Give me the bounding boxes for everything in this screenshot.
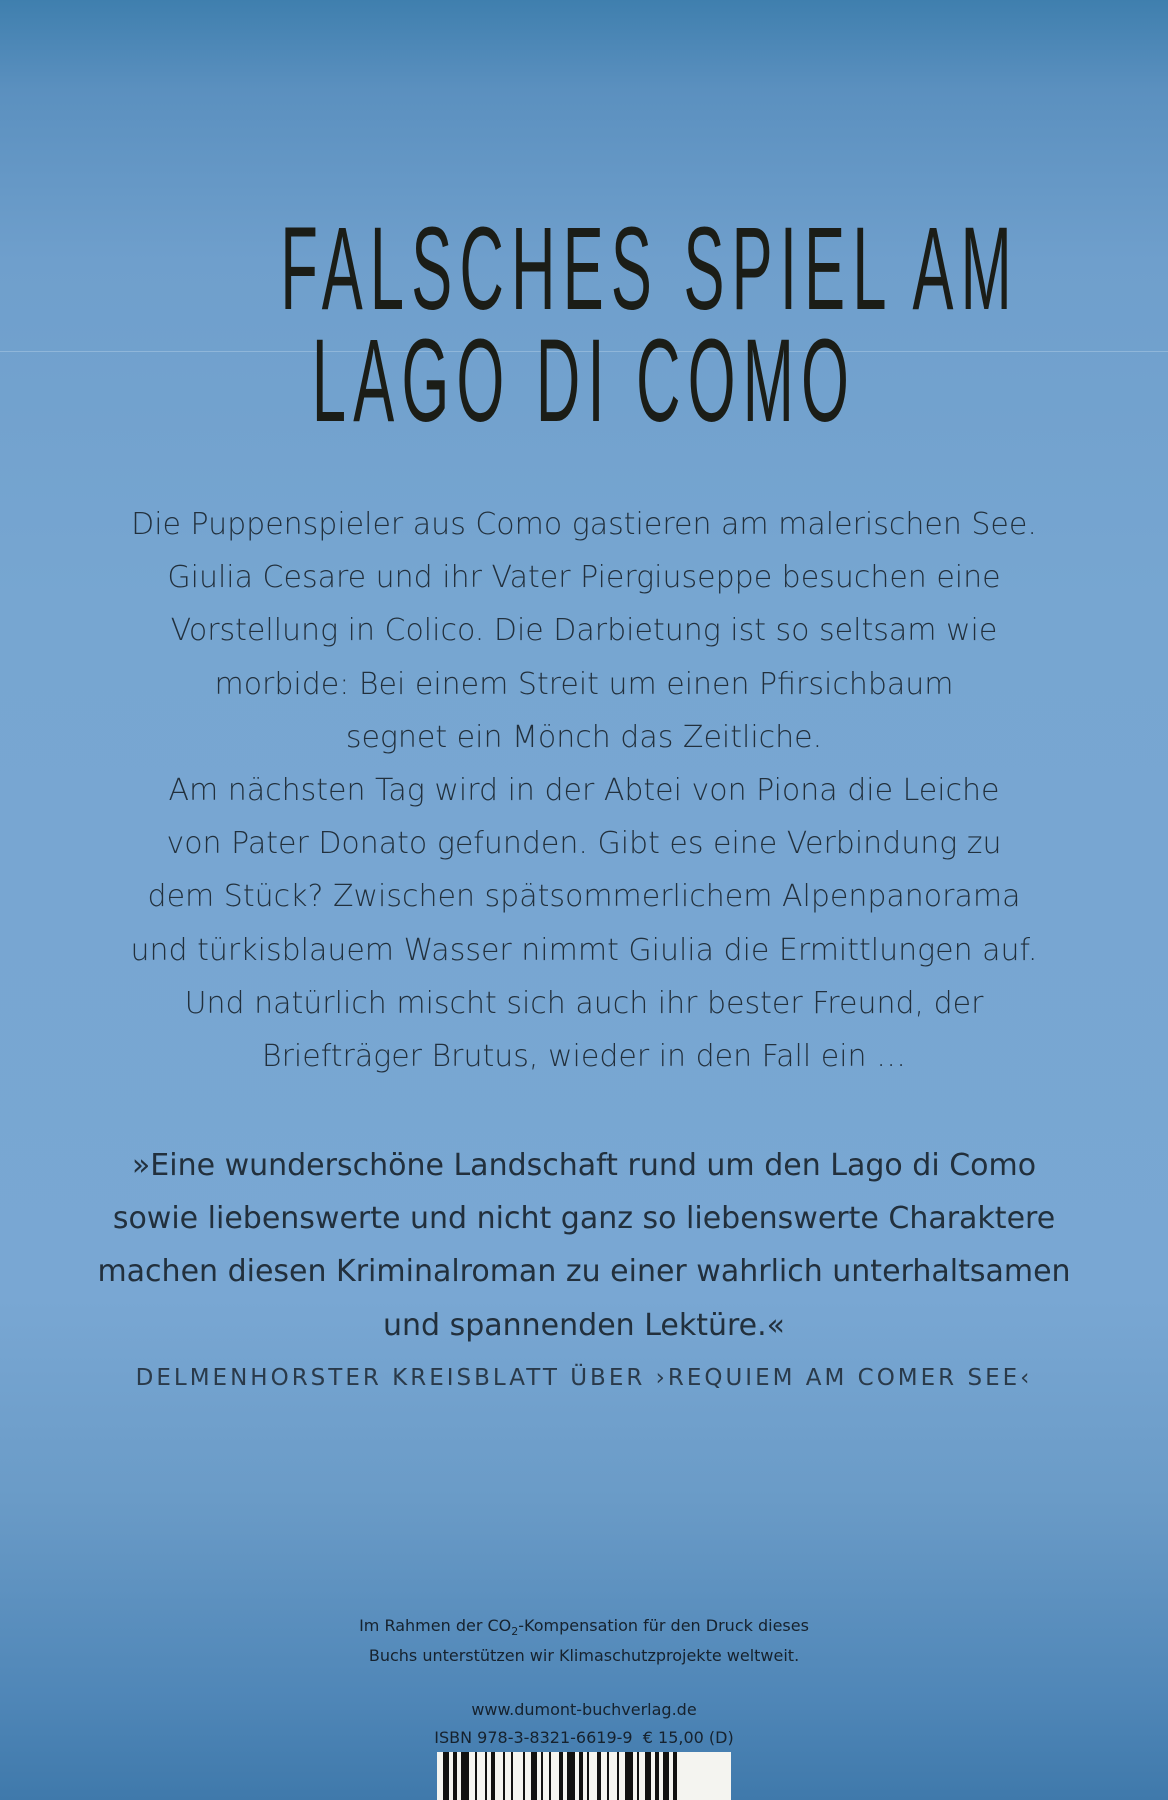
co2-notice-line-2: Buchs unterstützen wir Klimaschutzprojekte weltweit. — [368, 1646, 800, 1666]
barcode-bar — [637, 1752, 639, 1800]
co2-text-post: -Kompensation für den Druck dieses — [518, 1616, 809, 1635]
barcode-bar — [567, 1752, 575, 1800]
blurb-line: dem Stück? Zwischen spätsommerlichem Alpenpanorama — [147, 879, 1021, 915]
barcode-bar — [443, 1752, 449, 1800]
book-title-line-1: FALSCHES SPIEL AM — [280, 203, 1020, 335]
co2-subscript: 2 — [511, 1625, 519, 1639]
barcode-bar — [587, 1752, 589, 1800]
barcode-bar — [531, 1752, 537, 1800]
blurb-text — [0, 498, 1168, 1083]
isbn-price-line — [0, 1726, 1168, 1750]
barcode-bar — [523, 1752, 525, 1800]
barcode-bar — [475, 1752, 477, 1800]
publisher-website: www.dumont-buchverlag.de — [471, 1700, 697, 1719]
blurb-line: von Pater Donato gefunden. Gibt es eine Verbindung zu — [166, 826, 1002, 862]
barcode-bar — [461, 1752, 469, 1800]
barcode-bar — [607, 1752, 609, 1800]
blurb-line: Giulia Cesare und ihr Vater Piergiuseppe besuchen eine — [167, 560, 1001, 596]
book-title-line-2: LAGO DI COMO — [311, 315, 857, 447]
quote-source: DELMENHORSTER KREISBLATT ÜBER ›REQUIEM AM COMER SEE‹ — [135, 1365, 1033, 1391]
barcode-bar — [663, 1752, 669, 1800]
barcode-bar — [655, 1752, 659, 1800]
review-quote — [0, 1139, 1168, 1352]
quote-line: und spannenden Lektüre.« — [382, 1307, 786, 1343]
barcode-bar — [625, 1752, 633, 1800]
price: € 15,00 (D) — [642, 1728, 734, 1747]
barcode — [437, 1752, 731, 1800]
blurb-line: Vorstellung in Colico. Die Darbietung ist so seltsam wie — [170, 613, 998, 649]
quote-line: »Eine wunderschöne Landschaft rund um den Lago di Como — [131, 1148, 1037, 1183]
blurb-line: Und natürlich mischt sich auch ihr bester Freund, der — [184, 985, 984, 1021]
isbn: ISBN 978-3-8321-6619-9 — [434, 1728, 633, 1747]
co2-notice — [0, 1614, 1168, 1668]
blurb-line: Am nächsten Tag wird in der Abtei von Piona die Leiche — [168, 773, 1000, 809]
co2-text-pre: Im Rahmen der CO — [359, 1616, 512, 1635]
blurb-line: segnet ein Mönch das Zeitliche. — [345, 719, 823, 755]
barcode-bar — [453, 1752, 457, 1800]
blurb-line: Die Puppenspieler aus Como gastieren am malerischen See. — [131, 507, 1037, 542]
barcode-bar — [491, 1752, 495, 1800]
barcode-bar — [579, 1752, 583, 1800]
barcode-bar — [503, 1752, 505, 1800]
quote-line: sowie liebenswerte und nicht ganz so liebenswerte Charaktere — [112, 1201, 1056, 1237]
barcode-bar — [541, 1752, 543, 1800]
barcode-bar — [645, 1752, 651, 1800]
barcode-bar — [511, 1752, 513, 1800]
barcode-bar — [673, 1752, 677, 1800]
blurb-line: morbide: Bei einem Streit um einen Pfirsichbaum — [214, 666, 954, 702]
barcode-bar — [559, 1752, 563, 1800]
co2-notice-line-1 — [0, 1614, 1168, 1644]
blurb-line: Briefträger Brutus, wieder in den Fall ein … — [261, 1039, 907, 1075]
quote-line: machen diesen Kriminalroman zu einer wahrlich unterhaltsamen — [97, 1254, 1071, 1290]
barcode-bar — [617, 1752, 619, 1800]
barcode-bar — [597, 1752, 601, 1800]
blurb-line: und türkisblauem Wasser nimmt Giulia die Ermittlungen auf. — [130, 932, 1038, 968]
barcode-bar — [549, 1752, 551, 1800]
barcode-bar — [485, 1752, 487, 1800]
